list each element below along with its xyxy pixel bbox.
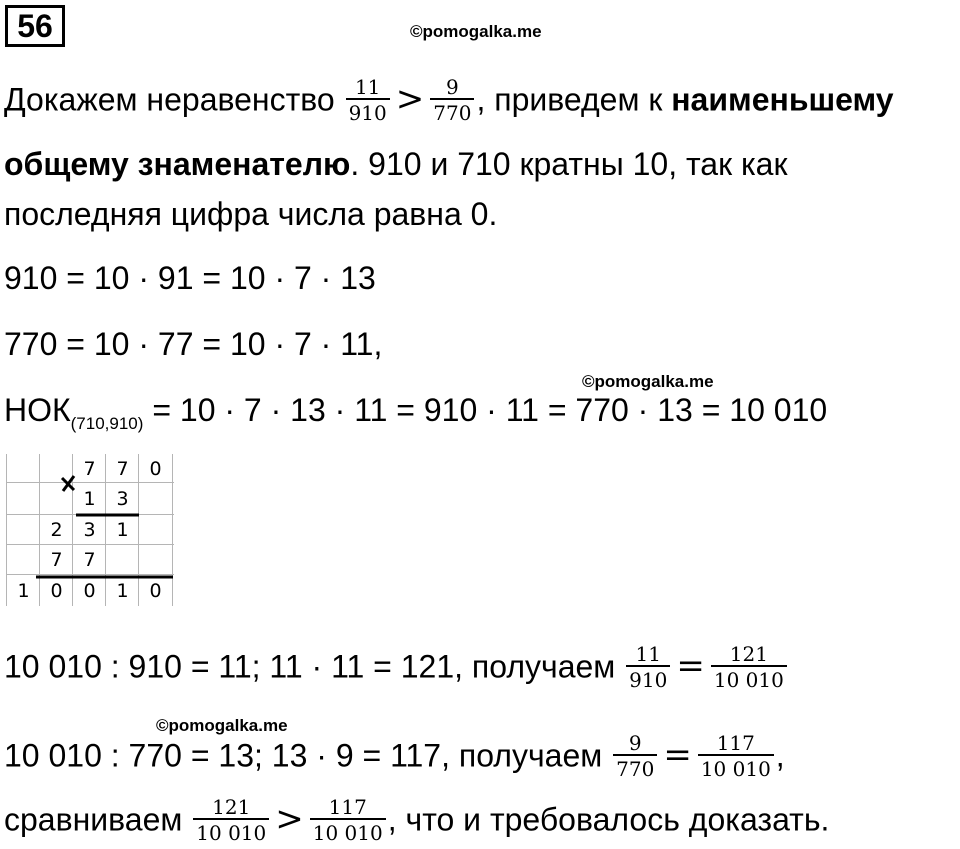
calc-line-2	[4, 731, 785, 782]
fraction-9-770	[613, 732, 657, 780]
equals-sign: =	[676, 646, 705, 687]
frac-num: 121	[212, 795, 251, 819]
grid-digit: 7	[83, 549, 96, 571]
final-tail: , что и требовалось доказать.	[387, 801, 830, 838]
multiplication-grid	[6, 454, 174, 606]
frac-num: 11	[354, 75, 381, 99]
lcm-rest: = 10 · 7 · 13 · 11 = 910 · 11 = 770 · 13 = 10 010	[143, 392, 828, 428]
grid-digit: 3	[83, 519, 96, 541]
intro-rest: . 910 и 710 кратны 10, так как	[350, 146, 788, 182]
calc2-text: 10 010 : 770 = 13; 13 · 9 = 117, получаем	[4, 737, 603, 774]
grid-digit: 2	[50, 519, 63, 541]
frac-num: 121	[729, 642, 768, 666]
intro-word-2: , приведем к	[476, 81, 663, 118]
grid-digit: 7	[83, 458, 96, 480]
grid-digit: 0	[83, 580, 96, 602]
equation-770: 770 = 10 · 77 = 10 · 7 · 11,	[4, 326, 383, 362]
frac-den: 10 010	[711, 665, 787, 691]
fraction-11-910	[626, 643, 670, 691]
final-line	[4, 795, 830, 846]
frac-num: 117	[328, 795, 367, 819]
intro-line-3: последняя цифра числа равна 0.	[4, 196, 498, 232]
watermark-top: ©pomogalka.me	[410, 22, 542, 41]
lcm-line	[4, 390, 827, 436]
frac-den: 910	[346, 98, 390, 124]
fraction-117-10010	[310, 796, 386, 844]
bold-term-2: общему знаменателю	[4, 146, 351, 182]
problem-number: 56	[5, 5, 65, 47]
intro-line-1	[4, 75, 894, 126]
grid-digit: 1	[116, 519, 129, 541]
frac-num: 117	[716, 731, 755, 755]
grid-digit: 1	[17, 580, 30, 602]
intro-word: Докажем неравенство	[4, 81, 335, 118]
grid-digit: 1	[83, 488, 96, 510]
frac-num: 9	[628, 731, 642, 755]
grid-digit: 0	[50, 580, 63, 602]
calc1-text: 10 010 : 910 = 11; 11 · 11 = 121, получаем	[4, 648, 616, 685]
final-word: сравниваем	[4, 801, 183, 838]
calc-line-1	[4, 642, 789, 693]
watermark-mid: ©pomogalka.me	[582, 372, 714, 391]
grid-digit: 0	[149, 580, 162, 602]
frac-den: 770	[430, 98, 474, 124]
fraction-9-770	[430, 76, 474, 124]
grid-digit: 3	[116, 488, 129, 510]
fraction-117-10010	[698, 732, 774, 780]
fraction-121-10010	[193, 796, 269, 844]
greater-than: >	[275, 799, 304, 840]
grid-digit: 0	[149, 458, 162, 480]
frac-den: 770	[613, 754, 657, 780]
calc2-tail: ,	[775, 737, 785, 774]
watermark-bottom: ©pomogalka.me	[156, 716, 288, 735]
frac-num: 9	[445, 75, 459, 99]
fraction-121-10010	[711, 643, 787, 691]
bold-term-1: наименьшему	[671, 81, 894, 118]
fraction-11-910	[346, 76, 390, 124]
lcm-label: НОК	[4, 392, 71, 428]
intro-line-2	[4, 144, 787, 184]
equation-910: 910 = 10 · 91 = 10 · 7 · 13	[4, 260, 376, 296]
grid-digit: 7	[116, 458, 129, 480]
lcm-subscript: (710,910)	[70, 414, 144, 433]
frac-num: 11	[635, 642, 661, 666]
frac-den: 10 010	[310, 818, 386, 844]
grid-digit: 7	[50, 549, 63, 571]
grid-digit: 1	[116, 580, 129, 602]
equals-sign: =	[663, 735, 692, 776]
frac-den: 10 010	[193, 818, 269, 844]
frac-den: 910	[626, 665, 670, 691]
greater-than: >	[395, 79, 425, 120]
frac-den: 10 010	[698, 754, 774, 780]
